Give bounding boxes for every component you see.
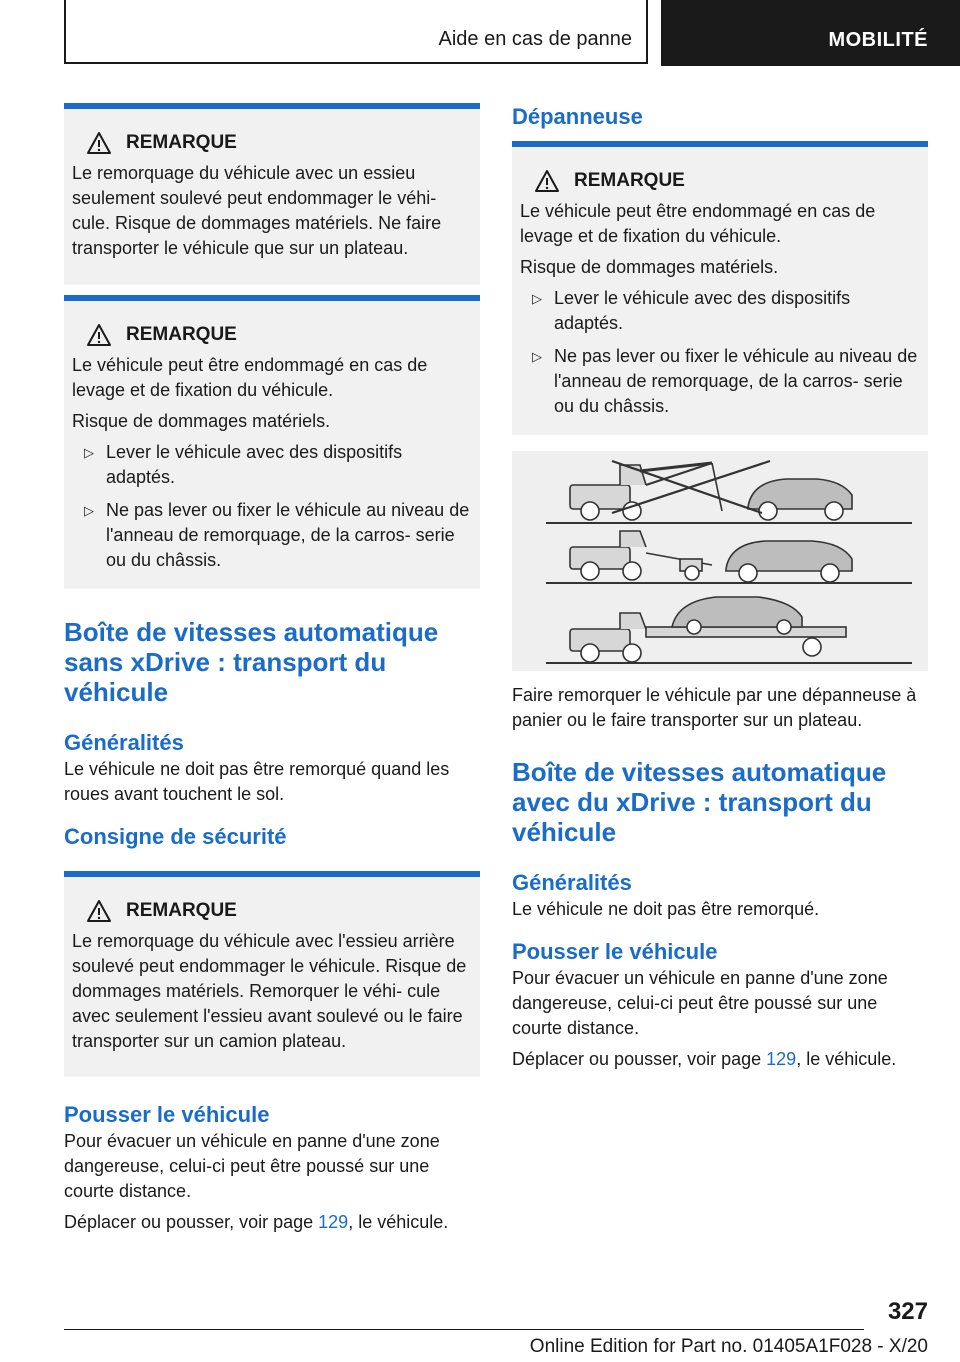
subsection-heading: Consigne de sécurité: [64, 824, 287, 849]
warning-icon: [86, 899, 112, 923]
header-section-title: Aide en cas de panne: [438, 28, 632, 50]
notice-header: [72, 131, 474, 155]
figure-caption: Faire remorquer le véhicule par une dépanneuse à panier ou le faire transporter sur un plateau.: [512, 685, 917, 730]
triangle-bullet-icon: ▷: [532, 349, 542, 364]
header-section-box: [64, 0, 648, 64]
footer-divider: [64, 1329, 864, 1330]
triangle-bullet-icon: ▷: [84, 445, 94, 460]
list-item: ▷ Ne pas lever ou fixer le véhicule au niveau de l'anneau de remorquage, de la carros‐ serie ou du châssis.: [532, 346, 918, 416]
page-reference: Déplacer ou pousser, voir page 129, le véhicule.: [512, 1049, 897, 1069]
tow-truck-diagram: [512, 451, 928, 671]
triangle-bullet-icon: ▷: [84, 503, 94, 518]
notice-header: [72, 323, 474, 347]
header-chapter-title: MOBILITÉ: [828, 29, 928, 51]
notice-header: [520, 169, 922, 193]
subsection-heading: Généralités: [64, 730, 184, 755]
right-column: [512, 103, 928, 1072]
page-link[interactable]: 129: [766, 1049, 797, 1069]
notice-title: REMARQUE: [126, 132, 237, 153]
notice-bullet-list: [72, 440, 474, 573]
subsection-heading: Pousser le véhicule: [64, 1102, 270, 1127]
notice-title: REMARQUE: [574, 170, 685, 191]
notice-box: [64, 103, 480, 285]
list-item: ▷ Ne pas lever ou fixer le véhicule au niveau de l'anneau de remorquage, de la carros‐ serie ou du châssis.: [84, 500, 470, 570]
body-text: Pour évacuer un véhicule en panne d'une zone dangereuse, celui-ci peut être poussé sur une courte distance.: [512, 968, 888, 1038]
notice-box: [512, 141, 928, 435]
warning-icon: [534, 169, 560, 193]
page-number: 327: [887, 1298, 928, 1325]
subsection-heading: Pousser le véhicule: [512, 939, 718, 964]
notice-text: Risque de dommages matériels.: [520, 257, 779, 277]
triangle-bullet-icon: ▷: [532, 291, 542, 306]
body-text: Pour évacuer un véhicule en panne d'une zone dangereuse, celui-ci peut être poussé sur une courte distance.: [64, 1131, 440, 1201]
notice-text: Le remorquage du véhicule avec un essieu seulement soulevé peut endommager le véhi‐ cule. Risque de dommages matériels. Ne faire transporter le véhicule que sur un plateau.: [72, 163, 442, 258]
page-reference: Déplacer ou pousser, voir page 129, le véhicule.: [64, 1212, 449, 1232]
notice-bullet-list: [520, 286, 922, 419]
notice-header: [72, 899, 474, 923]
notice-text: Risque de dommages matériels.: [72, 411, 331, 431]
left-column: [64, 103, 480, 1235]
notice-text: Le véhicule peut être endommagé en cas de levage et de fixation du véhicule.: [72, 355, 428, 400]
footer-edition: Online Edition for Part no. 01405A1F028 - X/20: [529, 1336, 928, 1357]
section-heading: Boîte de vitesses automatique sans xDrive : transport du véhicule: [64, 617, 439, 707]
notice-title: REMARQUE: [126, 900, 237, 921]
subsection-heading: Dépanneuse: [512, 104, 643, 129]
notice-box: [64, 295, 480, 589]
notice-text: Le véhicule peut être endommagé en cas de levage et de fixation du véhicule.: [520, 201, 876, 246]
notice-text: Le remorquage du véhicule avec l'essieu arrière soulevé peut endommager le véhicule. Risque de dommages matériels. Remorquer le véhi‐ cule avec seulement l'essieu avant soulevé ou le faire transporter sur un camion plateau.: [72, 931, 467, 1051]
section-heading: Boîte de vitesses automatique avec du xDrive : transport du véhicule: [512, 757, 887, 847]
page-link[interactable]: 129: [318, 1212, 349, 1232]
towing-illustration: [512, 451, 928, 671]
body-text: Le véhicule ne doit pas être remorqué.: [512, 899, 820, 919]
body-text: Le véhicule ne doit pas être remorqué quand les roues avant touchent le sol.: [64, 759, 450, 804]
notice-box: [64, 871, 480, 1077]
notice-title: REMARQUE: [126, 324, 237, 345]
list-item: ▷ Lever le véhicule avec des dispositifs adaptés.: [84, 442, 403, 487]
header-chapter-box: [661, 0, 960, 66]
warning-icon: [86, 323, 112, 347]
list-item: ▷ Lever le véhicule avec des dispositifs adaptés.: [532, 288, 851, 333]
warning-icon: [86, 131, 112, 155]
subsection-heading: Généralités: [512, 870, 632, 895]
